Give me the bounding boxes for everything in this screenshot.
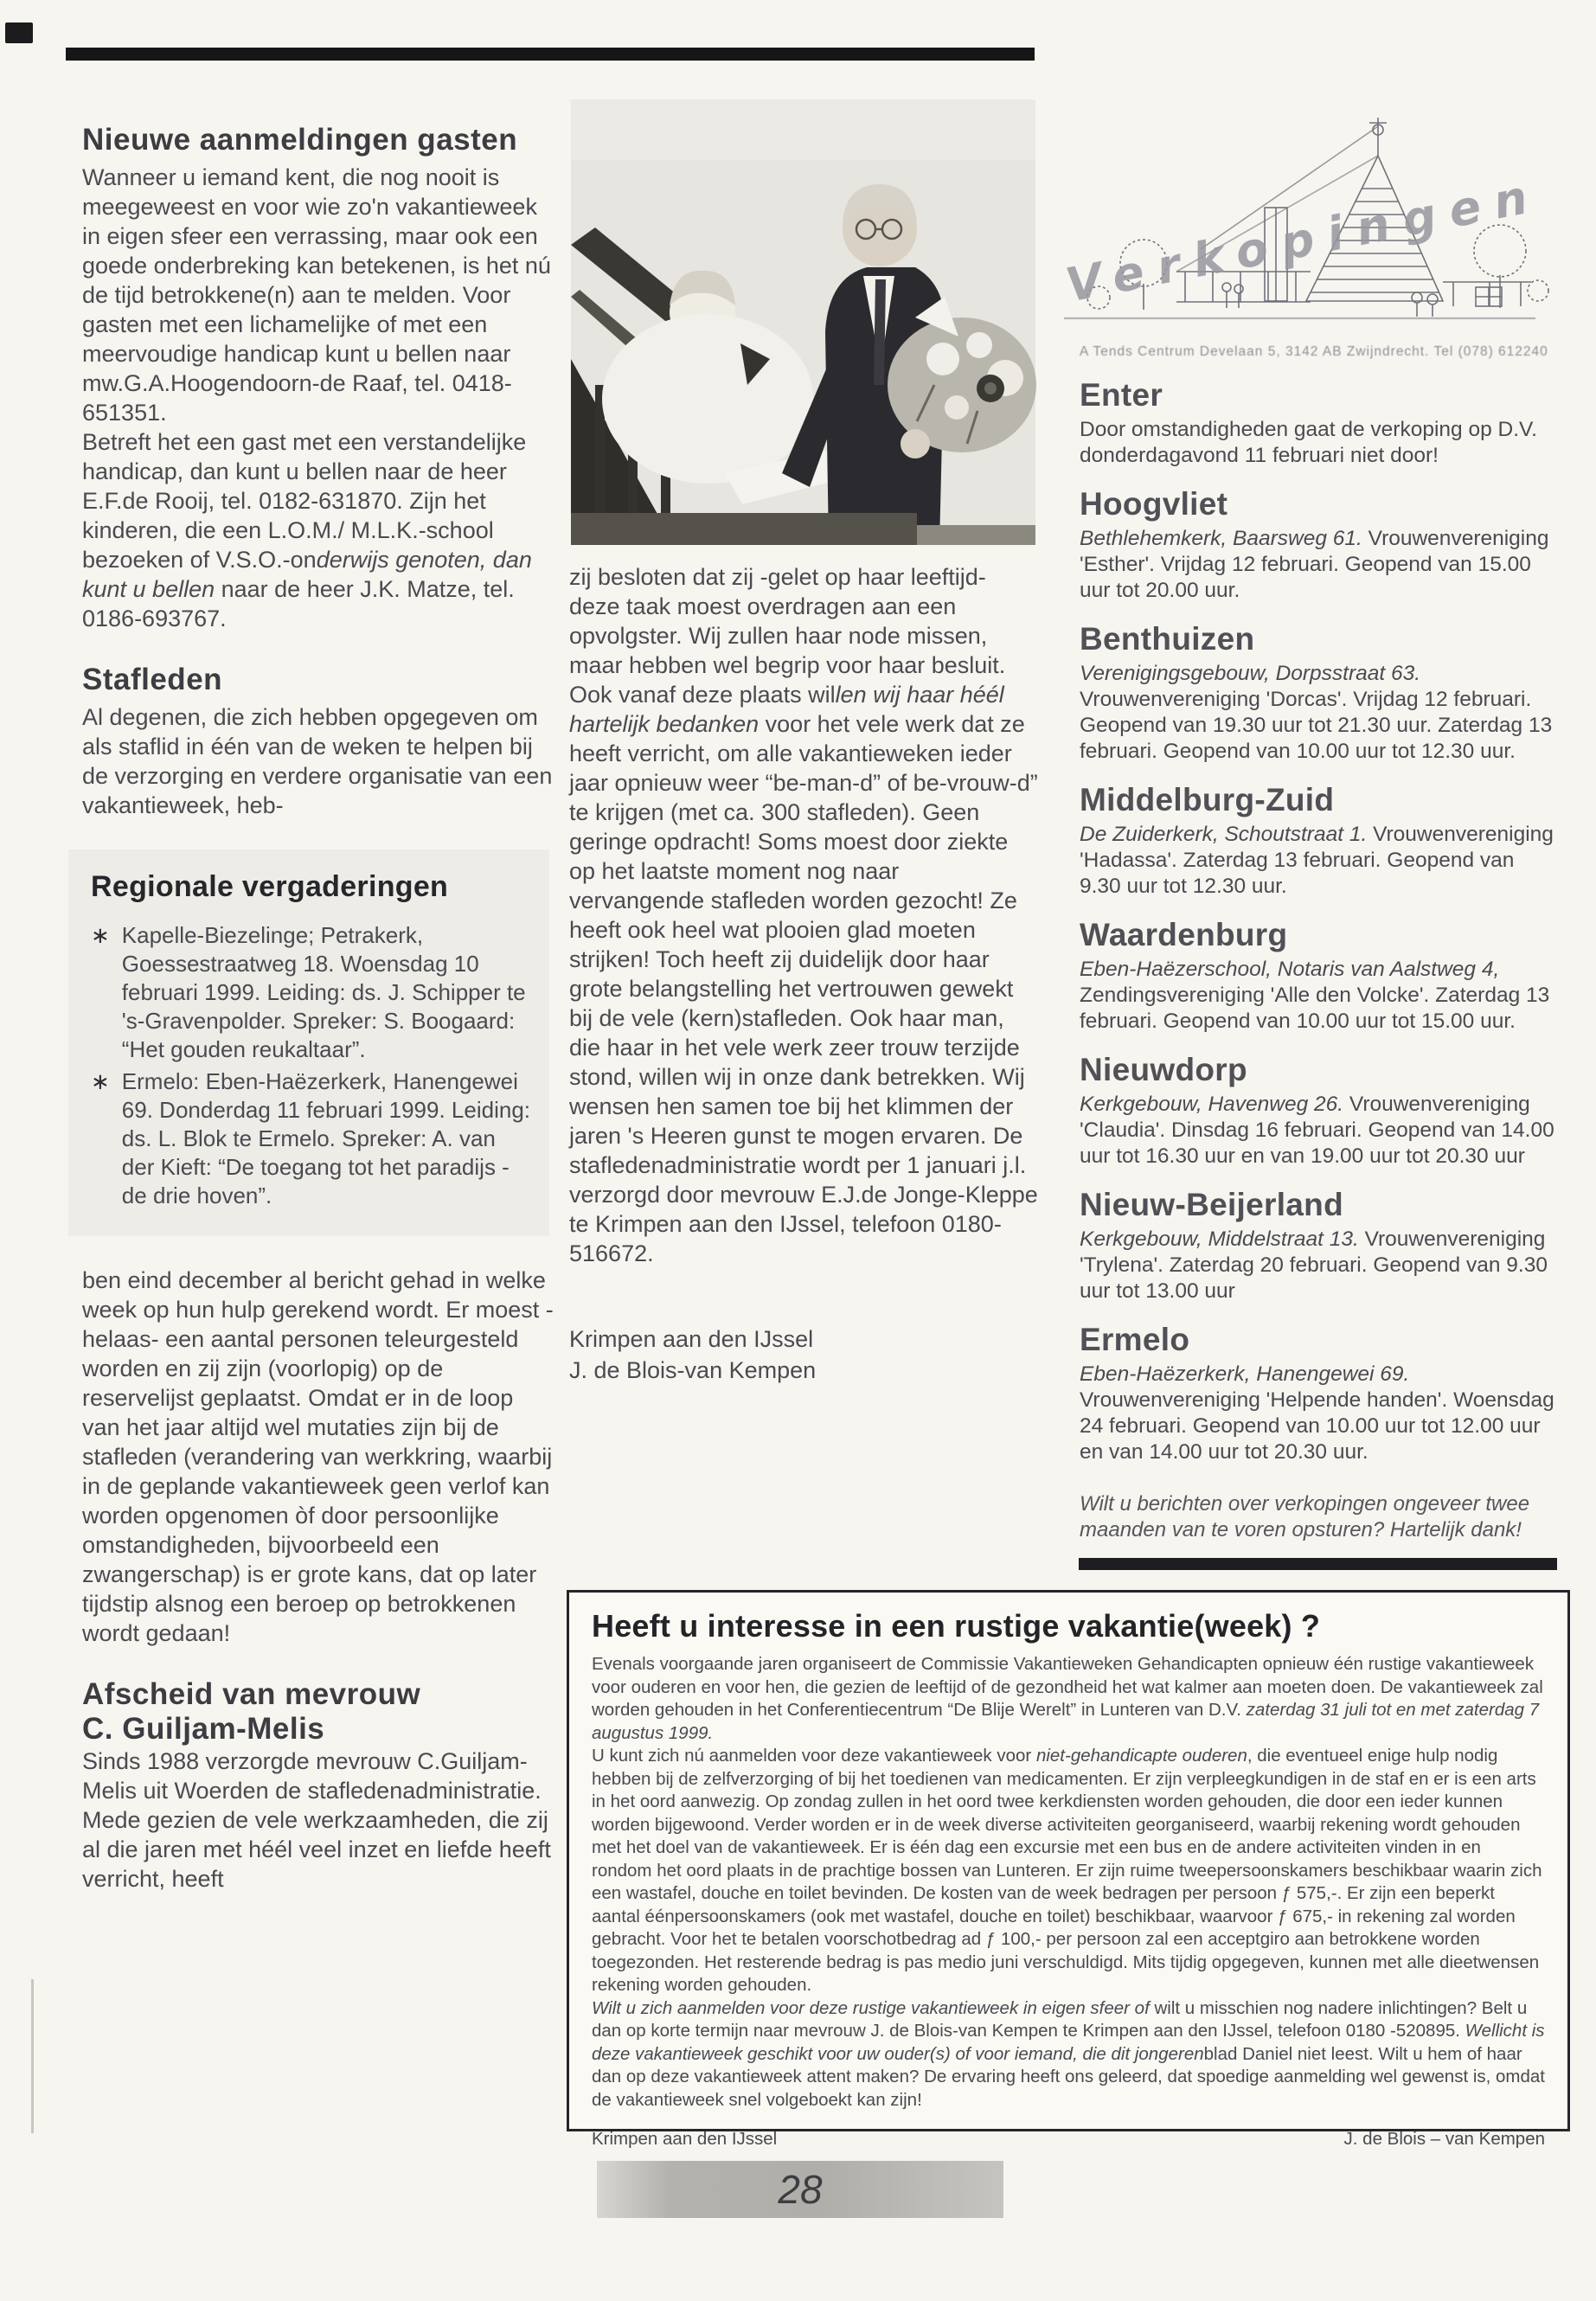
venue: Verenigingsgebouw, Dorpsstraat 63.	[1080, 662, 1421, 685]
venue: Bethlehemkerk, Baarsweg 61.	[1080, 527, 1362, 550]
farewell-title-line1: Afscheid van mevrouw	[82, 1677, 421, 1711]
details: Vrouwenvereniging 'Claudia'. Dinsdag 16 februari. Geopend van 14.00 uur tot 16.30 uur en van 19.00 uur tot 20.30 uur	[1080, 1093, 1554, 1168]
scan-artifact-line	[31, 1979, 34, 2133]
new-guests-p2-part2: naar de heer J.K. Matze, tel. 0186-693767.	[82, 576, 515, 631]
footer-author: J. de Blois – van Kempen	[1343, 2129, 1545, 2149]
asterisk-bullet-icon	[91, 1067, 110, 1210]
new-guests-p2-italic: derwijs genoten, dan kunt u bellen	[82, 547, 532, 602]
vacation-week-title: Heeft u interesse in een rustige vakantie(week) ?	[592, 1608, 1321, 1644]
farewell-cont-part2: voor het vele werk dat ze heeft verricht, om alle vakantieweken ieder jaar opnieuw weer “be-man-d” of be-vrouw-d” te krijgen (met ca. 300 stafleden). Geen geringe opdracht! Soms moest door ziekte op het laatste moment nog naar vervangende stafleden worden gezocht! Ze heeft ook heel wat plooien glad moeten strijken! Toch heeft zij duidelijk door haar grote belangstelling het vertrouwen gewekt bij de vele (kern)stafleden. Ook haar man, die haar in het vele werk zeer trouw terzijde stond, willen wij in onze dank betrekken. Wij wensen hen samen toe bij het klimmen der jaren 's Heeren gunst te mogen ervaren. De stafledenadministratie wordt per 1 januari j.l. verzorgd door mevrouw E.J.de Jonge-Kleppe te Krimpen aan den IJssel, telefoon 0180-516672.	[569, 711, 1038, 1266]
submission-note: Wilt u berichten over verkopingen ongeveer twee maanden van te voren opsturen? Hartelijk dank!	[1080, 1492, 1530, 1541]
details: Vrouwenvereniging 'Helpende handen'. Woensdag 24 februari. Geopend van 10.00 uur tot 12.00 uur en van 14.00 uur tot 20.30 uur.	[1080, 1388, 1554, 1464]
middle-column	[569, 562, 1038, 1386]
p1-italic: zaterdag 31 juli tot en met zaterdag 7 augustus 1999.	[592, 1700, 1540, 1743]
new-guests-p2-part1: Betreft het een gast met een verstandelijke handicap, dan kunt u bellen naar de heer E.F.de Rooij, tel. 0182-631870. Zijn het kinderen, die een L.O.M./ M.L.K.-school bezoeken of V.S.O.-on	[82, 429, 527, 573]
details: Vrouwenvereniging 'Esther'. Vrijdag 12 februari. Geopend van 15.00 uur tot 20.00 uur.	[1080, 527, 1549, 602]
p3-normal2: blad Daniel niet leest. Wilt u hem of haar dan op deze vakantieweek attent maken? De ervaring heeft ons geleerd, dat spoedige aanmelding wel gewenst is, omdat de vakantieweek snel volgeboekt kan zijn!	[592, 2043, 1546, 2110]
section-body-waardenburg	[1080, 957, 1557, 1035]
p3-italic2: Wellicht is deze vakantieweek geschikt voor uw ouder(s) of voor iemand, die dit jongeren	[592, 2021, 1545, 2064]
venue: De Zuiderkerk, Schoutstraat 1.	[1080, 823, 1368, 846]
page-number: 28	[778, 2167, 823, 2212]
section-body-nieuw-beijerland	[1080, 1227, 1557, 1304]
right-column-rule-bar	[1079, 1558, 1557, 1570]
signoff-name: J. de Blois-van Kempen	[569, 1357, 817, 1383]
details: Vrouwenvereniging 'Hadassa'. Zaterdag 13 februari. Geopend van 9.30 uur tot 12.30 uur.	[1080, 823, 1554, 898]
p2-italic: niet-gehandicapte ouderen	[1035, 1746, 1247, 1766]
article-title-new-guests: Nieuwe aanmeldingen gasten	[82, 123, 518, 157]
meeting-item-text: Kapelle-Biezelinge; Petrakerk, Goessestraatweg 18. Woensdag 10 februari 1999. Leiding: ds. J. Schipper te 's-Gravenpolder. Spreker: S. Boogaard: “Het gouden reukaltaar”.	[121, 922, 526, 1062]
section-title-hoogvliet: Hoogvliet	[1080, 486, 1228, 522]
details: Door omstandigheden gaat de verkoping op D.V. donderdagavond 11 februari niet door!	[1080, 418, 1537, 467]
venue: Kerkgebouw, Havenweg 26.	[1080, 1093, 1344, 1116]
farewell-title-line2: C. Guiljam-Melis	[82, 1712, 325, 1746]
vacation-week-paragraph-2	[592, 1745, 1545, 1997]
staff-paragraph: Al degenen, die zich hebben opgegeven om als staflid in één van de weken te helpen bij de verzorging en verdere organisatie van een vakantieweek, heb-	[82, 704, 553, 818]
signoff-block	[569, 1324, 1038, 1386]
section-title-middelburg-zuid: Middelburg-Zuid	[1080, 782, 1335, 817]
top-rule-bar	[66, 48, 1035, 61]
venue: Eben-Haëzerkerk, Hanengewei 69.	[1080, 1362, 1410, 1386]
details: Vrouwenvereniging 'Dorcas'. Vrijdag 12 februari. Geopend van 19.30 uur tot 21.30 uur. Zaterdag 13 februari. Geopend van 10.00 uur tot 12.30 uur.	[1080, 688, 1553, 763]
p3-normal1: wilt u misschien nog nadere inlichtingen? Belt u dan op korte termijn naar mevrouw J. de Blois-van Kempen te Krimpen aan den IJssel, telefoon 0180 -520895.	[592, 1997, 1528, 2041]
farewell-cont-part1: zij besloten dat zij -gelet op haar leeftijd- deze taak moest overdragen aan een opvolgster. Wij zullen haar node missen, maar hebben wel begrip voor haar besluit. Ook vanaf deze plaats wil	[569, 564, 1006, 708]
section-body-nieuwdorp	[1080, 1092, 1557, 1170]
farewell-photo	[571, 99, 1035, 545]
address-caption: A Tends Centrum Develaan 5, 3142 AB Zwijndrecht. Tel (078) 612240	[1080, 344, 1548, 359]
section-title-enter: Enter	[1080, 377, 1163, 413]
page-number-bar	[597, 2161, 1003, 2218]
section-title-ermelo: Ermelo	[1080, 1322, 1190, 1357]
section-body-ermelo	[1080, 1362, 1557, 1465]
section-title-nieuwdorp: Nieuwdorp	[1080, 1052, 1247, 1087]
regional-meetings-box	[68, 849, 549, 1236]
left-column	[82, 123, 556, 1894]
asterisk-bullet-icon	[91, 921, 110, 1064]
signoff-place: Krimpen aan den IJssel	[569, 1326, 814, 1352]
regional-meetings-title: Regionale vergaderingen	[91, 870, 449, 903]
p3-italic1: Wilt u zich aanmelden voor deze rustige vakantieweek in eigen sfeer of	[592, 1997, 1150, 2018]
article-title-staff: Stafleden	[82, 663, 223, 696]
meeting-item	[91, 1067, 530, 1210]
new-guests-paragraph-2	[82, 427, 556, 633]
p2-part1: U kunt zich nú aanmelden voor deze vakantieweek voor	[592, 1746, 1036, 1766]
verkopingen-logo	[1047, 102, 1553, 346]
farewell-photo-illustration	[571, 99, 1035, 545]
vacation-week-paragraph-1	[592, 1653, 1545, 1745]
section-title-benthuizen: Benthuizen	[1080, 621, 1255, 657]
farewell-paragraph-continued	[569, 562, 1038, 1268]
section-body-enter	[1080, 417, 1557, 469]
section-body-benthuizen	[1080, 661, 1557, 765]
venue: Eben-Haëzerschool, Notaris van Aalstweg 4,	[1080, 958, 1500, 981]
details: Vrouwenvereniging 'Trylena'. Zaterdag 20 februari. Geopend van 9.30 uur tot 13.00 uur	[1080, 1227, 1548, 1303]
verkopingen-wordmark: Verkopingen	[1061, 167, 1546, 313]
vacation-week-footer	[592, 2129, 1545, 2150]
section-title-waardenburg: Waardenburg	[1080, 917, 1288, 952]
section-body-middelburg-zuid	[1080, 822, 1557, 900]
section-title-nieuw-beijerland: Nieuw-Beijerland	[1080, 1187, 1343, 1222]
farewell-cont-italic: len wij haar héél hartelijk bedanken	[569, 682, 1004, 737]
vacation-week-paragraph-3	[592, 1997, 1545, 2112]
details: Zendingsvereniging 'Alle den Volcke'. Zaterdag 13 februari. Geopend van 10.00 uur tot 15.00 uur.	[1080, 984, 1550, 1033]
p1-normal: Evenals voorgaande jaren organiseert de Commissie Vakantieweken Gehandicapten opnieuw één rustige vakantieweek voor ouderen en voor hen, die gezien de leeftijd of de gezondheid het wat kalmer aan moeten doen. De vakantieweek zal worden gehouden in het Conferentiecentrum “De Blije Werelt” in Lunteren van D.V.	[592, 1654, 1543, 1720]
venue: Kerkgebouw, Middelstraat 13.	[1080, 1227, 1359, 1251]
farewell-paragraph: Sinds 1988 verzorgde mevrouw C.Guiljam-Melis uit Woerden de stafledenadministratie. Mede gezien de vele werkzaamheden, die zij al die jaren met héél veel inzet en liefde heeft verricht, heeft	[82, 1748, 551, 1892]
staff-paragraph-continued: ben eind december al bericht gehad in welke week op hun hulp gerekend wordt. Er moest -helaas- een aantal personen teleurgesteld worden en zij zijn (voorlopig) op de reservelijst geplaatst. Omdat er in de loop van het jaar altijd wel mutaties zijn bij de stafleden (verandering van werkkring, waarbij in de geplande vakantieweek geen verlof kan worden opgenomen òf door persoonlijke omstandigheden, bijvoorbeeld een zwangerschap) is er grote kans, dat op later tijdstip alsnog een beroep op betrokkenen wordt gedaan!	[82, 1267, 554, 1646]
scan-corner-mark	[5, 22, 33, 43]
article-title-farewell	[82, 1677, 556, 1747]
section-body-hoogvliet	[1080, 526, 1557, 604]
p2-part2: , die eventueel enige hulp nodig hebben bij de zelfverzorging of bij het toedienen van medicamenten. Er zijn verpleegkundigen in de staf en er is een arts in het oord aanwezig. Op zondag zullen in het oord twee kerkdiensten worden gehouden, die door een ieder kunnen worden bijgewoond. Verder worden er in de week diverse activiteiten georganiseerd, waarbij rekening wordt gehouden met het doel van de vakantieweek. Er is één dag een excursie met een bus en de andere activiteiten vinden in en rondom het oord plaats in de prachtige bossen van Lunteren. Er zijn ruime tweepersoonskamers beschikbaar waarin zich een wastafel, douche en toilet bevinden. De kosten van de week bedragen per persoon ƒ 575,-. Er zijn een beperkt aantal éénpersoonskamers (ook met wastafel, douche en toilet) beschikbaar, waarvoor ƒ 675,- in rekening zal worden gebracht. Voor het te betalen voorschotbedrag ad ƒ 100,- per persoon zal een acceptgiro aan betrokkene worden toegezonden. Het resterende bedrag is pas medio juni verschuldigd. Mits tijdig opgegeven, kunnen met alle dieetwensen rekening worden gehouden.	[592, 1746, 1542, 1995]
right-column	[1080, 344, 1557, 1543]
meeting-item	[91, 921, 530, 1064]
meeting-item-text: Ermelo: Eben-Haëzerkerk, Hanengewei 69. Donderdag 11 februari 1999. Leiding: ds. L. Blok te Ermelo. Spreker: A. van der Kieft: “De toegang tot het paradijs - de drie hoven”.	[121, 1068, 530, 1208]
vacation-week-box	[567, 1590, 1570, 2149]
new-guests-paragraph-1: Wanneer u iemand kent, die nog nooit is meegeweest en voor wie zo'n vakantieweek in eigen sfeer een verrassing, maar ook een goede onderbreking kan betekenen, is het nú de tijd betrokkene(n) aan te melden. Voor gasten met een lichamelijke of met een meervoudige handicap kunt u bellen naar mw.G.A.Hoogendoorn-de Raaf, tel. 0418-651351.	[82, 164, 551, 426]
footer-place: Krimpen aan den IJssel	[592, 2129, 778, 2149]
